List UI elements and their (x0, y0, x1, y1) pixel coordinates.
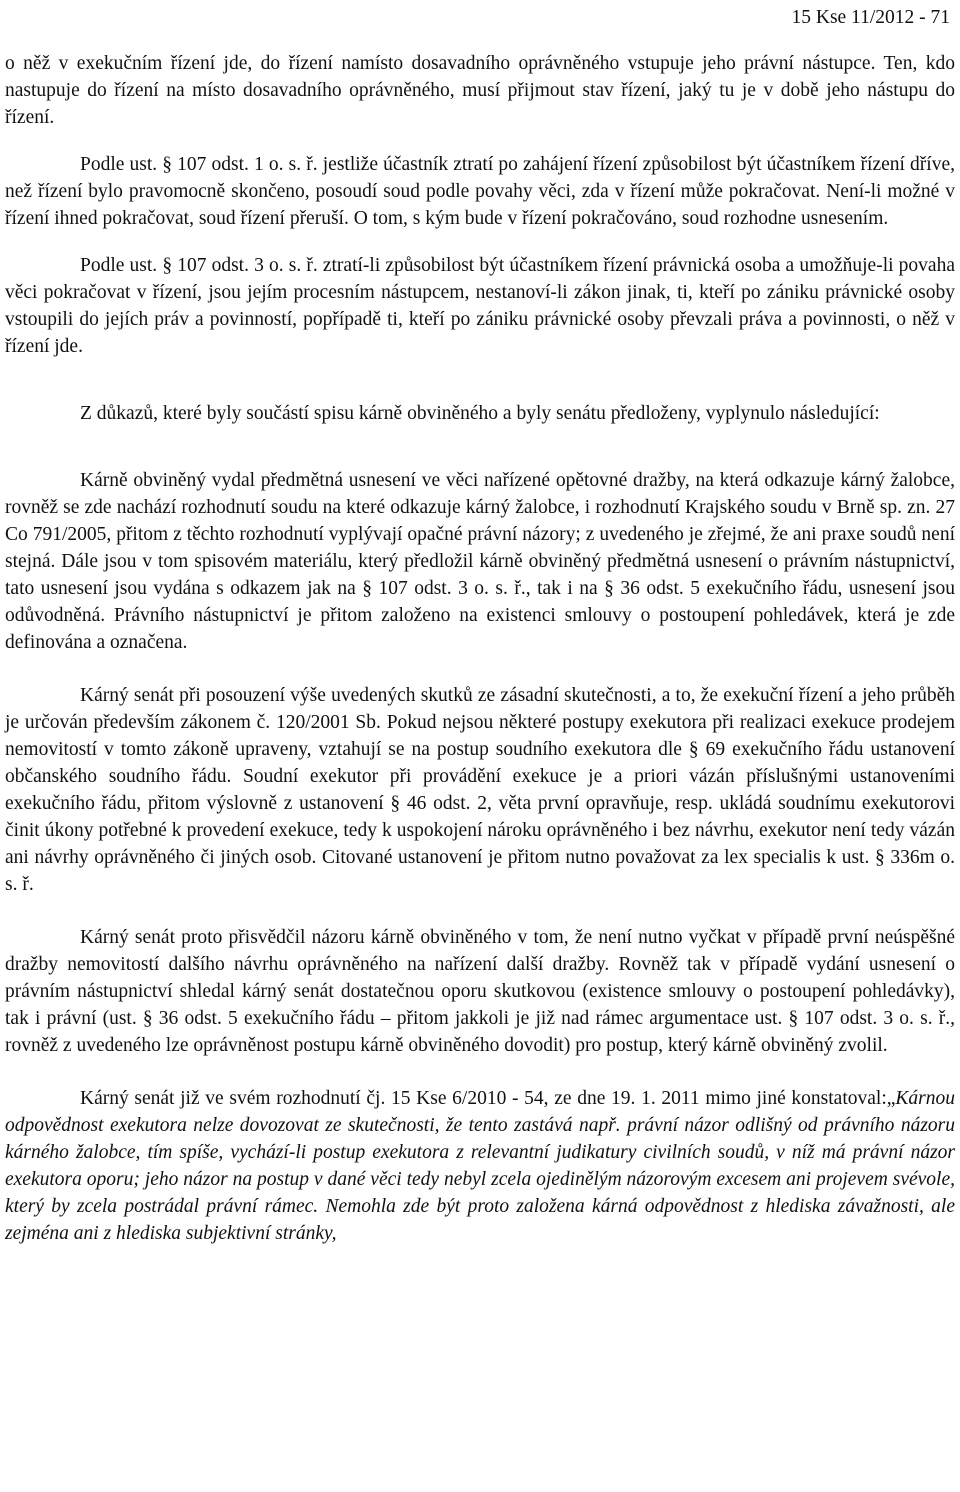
paragraph-continuation: o něž v exekučním řízení jde, do řízení namísto dosavadního oprávněného vstupuje jeho právní nástupce. Ten, kdo nastupuje do řízení na místo dosavadního oprávněného, musí přijmout stav řízení, jaký tu je v době jeho nástupu do řízení. (5, 53, 955, 128)
paragraph-107-3: Podle ust. § 107 odst. 3 o. s. ř. ztratí-li způsobilost být účastníkem řízení právnická osoba a umožňuje-li povaha věci pokračovat v řízení, jsou jejím procesním nástupcem, nestanoví-li zákon jinak, ti, kteří po zániku právnické osoby vstoupili do jejích práv a povinností, popřípadě ti, kteří po zániku právnické osoby převzali práva a povinnosti, o něž v řízení jde. (5, 255, 955, 357)
precedent-quote: Kárnou odpovědnost exekutora nelze dovozovat ze skutečnosti, že tento zastává např. právní názor odlišný od právního názoru kárného žalobce, tím spíše, vychází-li postup exekutora z relevantní judikatury civilních soudů, v níž má právní názor exekutora oporu; jeho názor na postup v dané věci tedy nebyl zcela ojedinělým názorovým excesem ani projevem svévole, který by zcela postrádal právní rámec. Nemohla zde být proto založena kárná odpovědnost z hlediska závažnosti, ale zejména ani z hlediska subjektivní stránky, (5, 1088, 955, 1244)
paragraph-conclusion: Kárný senát proto přisvědčil názoru kárně obviněného v tom, že není nutno vyčkat v případě první neúspěšné dražby nemovitostí dalšího návrhu oprávněného na nařízení další dražby. Rovněž tak v případě vydání usnesení o právním nástupnictví shledal kárný senát dostatečnou oporu skutkovou (existence smlouvy o postoupení pohledávky), tak i právní (ust. § 36 odst. 5 exekučního řádu – přitom jakkoli je již nad rámec argumentace ust. § 107 odst. 3 o. s. ř., rovněž z uvedeného lze oprávněnost postupu kárně obviněného dovodit) pro postup, který kárně obviněný zvolil. (5, 927, 955, 1056)
case-page-number: 15 Kse 11/2012 - 71 (791, 7, 950, 28)
precedent-lead: Kárný senát již ve svém rozhodnutí čj. 15 Kse 6/2010 - 54, ze dne 19. 1. 2011 mimo jiné konstatoval:„ (80, 1088, 896, 1109)
page-header (791, 4, 950, 32)
paragraph-precedent (5, 1085, 955, 1247)
paragraph-assessment: Kárný senát při posouzení výše uvedených skutků ze zásadní skutečnosti, a to, že exekuční řízení a jeho průběh je určován především zákonem č. 120/2001 Sb. Pokud nejsou některé postupy exekutora při realizaci exekuce prodejem nemovitostí v tomto zákoně upraveny, vztahují se na postup soudního exekutora dle § 69 exekučního řádu ustanovení občanského soudního řádu. Soudní exekutor při provádění exekuce je a priori vázán příslušnými ustanoveními exekučního řádu, přitom výslovně z ustanovení § 46 odst. 2, věta první opravňuje, resp. ukládá soudnímu exekutorovi činit úkony potřebné k provedení exekuce, tedy k uspokojení nároku oprávněného i bez návrhu, exekutor není tedy vázán ani návrhy oprávněného či jiných osob. Citované ustanovení je přitom nutno považovat za lex specialis k ust. § 336m o. s. ř. (5, 685, 955, 895)
paragraph-evidence: Kárně obviněný vydal předmětná usnesení ve věci nařízené opětovné dražby, na která odkazuje kárný žalobce, rovněž se zde nachází rozhodnutí soudu na které odkazuje kárný žalobce, i rozhodnutí Krajského soudu v Brně sp. zn. 27 Co 791/2005, přitom z těchto rozhodnutí vyplývají opačné právní názory; z uvedeného je zřejmé, že ani praxe soudů není stejná. Dále jsou v tom spisovém materiálu, který předložil kárně obviněný předmětná usnesení o právním nástupnictví, tato usnesení jsou vydána s odkazem jak na § 107 odst. 3 o. s. ř., tak i na § 36 odst. 5 exekučního řádu, usnesení jsou odůvodněná. Právního nástupnictví je přitom založeno na existenci smlouvy o postoupení pohledávek, která je zde definována a označena. (5, 470, 955, 653)
paragraph-107-1: Podle ust. § 107 odst. 1 o. s. ř. jestliže účastník ztratí po zahájení řízení způsobilost být účastníkem řízení dříve, než řízení bylo pravomocně skončeno, posoudí soud podle povahy věci, zda v řízení může pokračovat. Není-li možné v řízení ihned pokračovat, soud řízení přeruší. O tom, s kým bude v řízení pokračováno, soud rozhodne usnesením. (5, 154, 955, 229)
document-body (5, 50, 955, 1247)
paragraph-evidence-intro: Z důkazů, které byly součástí spisu kárně obviněného a byly senátu předloženy, vyplynulo následující: (80, 403, 880, 424)
